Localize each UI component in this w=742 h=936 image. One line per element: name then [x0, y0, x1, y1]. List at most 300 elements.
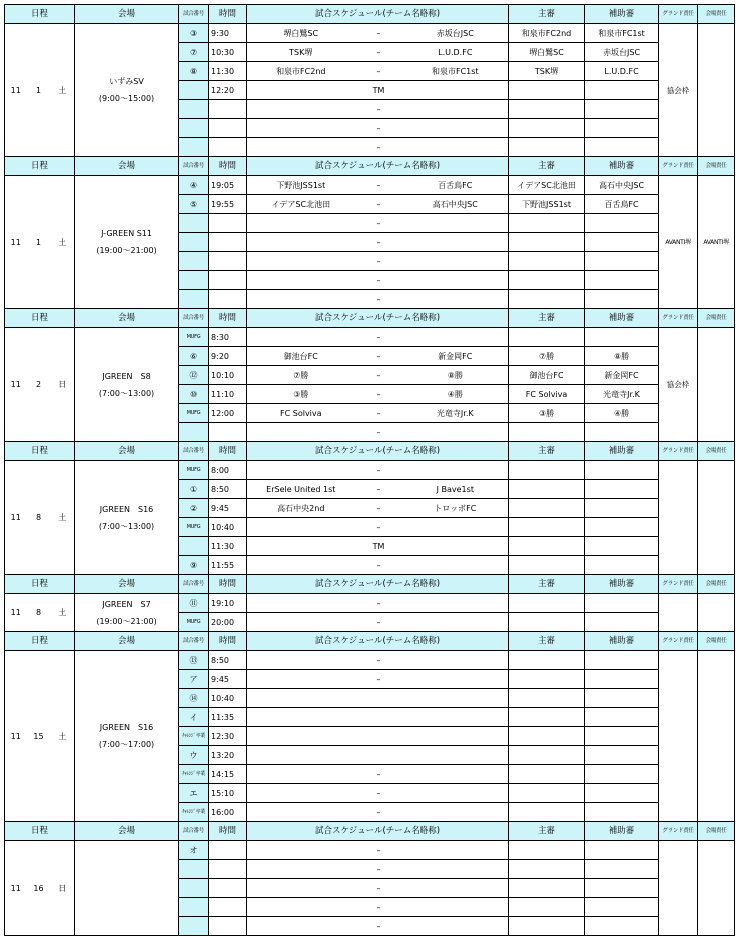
home-team — [247, 119, 355, 138]
venue-manager-note — [698, 651, 735, 822]
away-team — [403, 613, 509, 632]
main-referee — [509, 138, 585, 157]
match-separator — [355, 689, 403, 708]
home-team: 高石中央2nd — [247, 499, 355, 518]
ground-manager-note: 協会枠 — [659, 24, 698, 157]
kickoff-time — [209, 214, 247, 233]
kickoff-time — [209, 841, 247, 860]
match-number: MUFG — [179, 328, 209, 347]
kickoff-time — [209, 119, 247, 138]
home-team — [247, 727, 355, 746]
header-venue-manager: 会場責任 — [698, 822, 735, 841]
date-day: 1 — [27, 24, 51, 157]
assistant-referee — [585, 651, 659, 670]
assistant-referee — [585, 860, 659, 879]
assistant-referee — [585, 100, 659, 119]
away-team: トロッボFC — [403, 499, 509, 518]
main-referee — [509, 290, 585, 309]
ground-manager-note — [659, 651, 698, 822]
date-weekday: 土 — [51, 176, 75, 309]
home-team — [247, 917, 355, 936]
away-team: 赤坂台JSC — [403, 24, 509, 43]
away-team — [403, 689, 509, 708]
header-ground-manager: グランド責任 — [659, 157, 698, 176]
date-weekday: 日 — [51, 328, 75, 442]
date-month: 11 — [5, 24, 27, 157]
match-separator: – — [355, 62, 403, 81]
kickoff-time: 12:20 — [209, 81, 247, 100]
header-ref-asst: 補助審 — [585, 632, 659, 651]
venue-hours: (9:00～15:00) — [98, 94, 155, 103]
match-number: ﾁｬﾚﾝｼﾞ卒業 — [179, 727, 209, 746]
assistant-referee — [585, 518, 659, 537]
main-referee — [509, 594, 585, 613]
date-day: 1 — [27, 176, 51, 309]
header-match-no: 試合番号 — [179, 157, 209, 176]
main-referee — [509, 81, 585, 100]
match-number — [179, 81, 209, 100]
header-match-no: 試合番号 — [179, 632, 209, 651]
table-row — [5, 328, 735, 347]
match-number: ⑫ — [179, 366, 209, 385]
assistant-referee — [585, 233, 659, 252]
main-referee: 御池台FC — [509, 366, 585, 385]
main-referee — [509, 214, 585, 233]
home-team: ③勝 — [247, 385, 355, 404]
main-referee — [509, 480, 585, 499]
assistant-referee — [585, 841, 659, 860]
match-number: ⑩ — [179, 385, 209, 404]
kickoff-time — [209, 252, 247, 271]
main-referee — [509, 423, 585, 442]
kickoff-time: 10:30 — [209, 43, 247, 62]
assistant-referee — [585, 271, 659, 290]
main-referee: FC Solviva — [509, 385, 585, 404]
away-team: ⑧勝 — [403, 366, 509, 385]
match-separator: – — [355, 461, 403, 480]
match-separator: – — [355, 100, 403, 119]
main-referee — [509, 784, 585, 803]
home-team: 御池台FC — [247, 347, 355, 366]
assistant-referee — [585, 499, 659, 518]
match-separator: – — [355, 176, 403, 195]
header-date: 日程 — [5, 822, 75, 841]
header-time: 時間 — [209, 157, 247, 176]
assistant-referee — [585, 461, 659, 480]
header-ref-asst: 補助審 — [585, 442, 659, 461]
match-separator: – — [355, 233, 403, 252]
home-team: ⑦勝 — [247, 366, 355, 385]
home-team — [247, 879, 355, 898]
header-schedule: 試合スケジュール(チーム名略称) — [247, 442, 509, 461]
venue-name: JGREEN S16 — [99, 504, 154, 514]
header-ground-manager: グランド責任 — [659, 309, 698, 328]
away-team — [403, 100, 509, 119]
assistant-referee — [585, 689, 659, 708]
header-row — [5, 822, 735, 841]
assistant-referee — [585, 480, 659, 499]
header-ref-asst: 補助審 — [585, 309, 659, 328]
match-separator: TM — [355, 81, 403, 100]
header-ref-main: 主審 — [509, 575, 585, 594]
match-number: ④ — [179, 176, 209, 195]
match-number: ウ — [179, 746, 209, 765]
away-team — [403, 290, 509, 309]
away-team — [403, 765, 509, 784]
main-referee — [509, 556, 585, 575]
header-time: 時間 — [209, 575, 247, 594]
kickoff-time: 16:00 — [209, 803, 247, 822]
date-month: 11 — [5, 176, 27, 309]
kickoff-time — [209, 860, 247, 879]
match-number — [179, 537, 209, 556]
match-separator — [355, 746, 403, 765]
match-separator: – — [355, 480, 403, 499]
kickoff-time: 8:50 — [209, 480, 247, 499]
home-team — [247, 537, 355, 556]
match-separator: – — [355, 841, 403, 860]
home-team — [247, 461, 355, 480]
assistant-referee — [585, 727, 659, 746]
venue-hours: (7:00～13:00) — [98, 388, 155, 398]
header-date: 日程 — [5, 309, 75, 328]
away-team: 和泉市FC1st — [403, 62, 509, 81]
match-separator: – — [355, 423, 403, 442]
away-team — [403, 917, 509, 936]
table-row — [5, 841, 735, 860]
match-number — [179, 214, 209, 233]
table-row — [5, 24, 735, 43]
assistant-referee — [585, 917, 659, 936]
match-separator: – — [355, 214, 403, 233]
away-team — [403, 860, 509, 879]
match-separator: – — [355, 594, 403, 613]
date-weekday: 土 — [51, 24, 75, 157]
match-separator: – — [355, 385, 403, 404]
match-number — [179, 252, 209, 271]
match-separator: – — [355, 404, 403, 423]
match-separator: – — [355, 328, 403, 347]
header-venue: 会場 — [75, 5, 179, 24]
match-number: ア — [179, 670, 209, 689]
header-ground-manager: グランド責任 — [659, 822, 698, 841]
away-team — [403, 214, 509, 233]
match-separator: – — [355, 119, 403, 138]
match-number: エ — [179, 784, 209, 803]
assistant-referee — [585, 423, 659, 442]
away-team — [403, 138, 509, 157]
match-number: MUFG — [179, 518, 209, 537]
match-separator: – — [355, 290, 403, 309]
main-referee — [509, 461, 585, 480]
away-team — [403, 119, 509, 138]
header-ref-main: 主審 — [509, 822, 585, 841]
header-ground-manager: グランド責任 — [659, 632, 698, 651]
header-row — [5, 575, 735, 594]
date-day: 8 — [27, 461, 51, 575]
match-separator: – — [355, 43, 403, 62]
assistant-referee — [585, 119, 659, 138]
away-team: L.U.D.FC — [403, 43, 509, 62]
main-referee: TSK堺 — [509, 62, 585, 81]
match-separator: – — [355, 651, 403, 670]
kickoff-time: 19:05 — [209, 176, 247, 195]
date-month: 11 — [5, 841, 27, 936]
header-time: 時間 — [209, 822, 247, 841]
header-match-no: 試合番号 — [179, 442, 209, 461]
assistant-referee — [585, 556, 659, 575]
match-number — [179, 119, 209, 138]
venue-cell — [75, 176, 179, 309]
venue-cell — [75, 24, 179, 157]
match-number — [179, 233, 209, 252]
assistant-referee — [585, 290, 659, 309]
header-venue: 会場 — [75, 157, 179, 176]
match-separator: – — [355, 347, 403, 366]
date-weekday: 日 — [51, 841, 75, 936]
main-referee — [509, 613, 585, 632]
kickoff-time: 9:45 — [209, 670, 247, 689]
ground-manager-note: 協会枠 — [659, 328, 698, 442]
header-venue-manager: 会場責任 — [698, 157, 735, 176]
match-separator: – — [355, 898, 403, 917]
match-number: ⑥ — [179, 347, 209, 366]
home-team — [247, 613, 355, 632]
kickoff-time: 12:00 — [209, 404, 247, 423]
date-month: 11 — [5, 594, 27, 632]
match-number: ⑨ — [179, 556, 209, 575]
home-team — [247, 290, 355, 309]
header-venue: 会場 — [75, 822, 179, 841]
home-team — [247, 328, 355, 347]
venue-manager-note — [698, 24, 735, 157]
away-team: J Bave1st — [403, 480, 509, 499]
ground-manager-note — [659, 841, 698, 936]
home-team — [247, 556, 355, 575]
home-team — [247, 518, 355, 537]
header-time: 時間 — [209, 442, 247, 461]
kickoff-time: 11:30 — [209, 537, 247, 556]
header-schedule: 試合スケジュール(チーム名略称) — [247, 309, 509, 328]
header-ref-main: 主審 — [509, 632, 585, 651]
match-number: ② — [179, 499, 209, 518]
venue-name: JGREEN S8 — [102, 371, 151, 381]
header-venue: 会場 — [75, 632, 179, 651]
match-number: ⑬ — [179, 651, 209, 670]
away-team — [403, 746, 509, 765]
assistant-referee: 百舌鳥FC — [585, 195, 659, 214]
kickoff-time: 11:10 — [209, 385, 247, 404]
assistant-referee — [585, 537, 659, 556]
assistant-referee — [585, 765, 659, 784]
kickoff-time: 20:00 — [209, 613, 247, 632]
away-team — [403, 651, 509, 670]
home-team — [247, 594, 355, 613]
main-referee — [509, 708, 585, 727]
home-team — [247, 138, 355, 157]
header-row — [5, 157, 735, 176]
kickoff-time: 10:40 — [209, 689, 247, 708]
header-ground-manager: グランド責任 — [659, 5, 698, 24]
header-date: 日程 — [5, 442, 75, 461]
home-team — [247, 708, 355, 727]
main-referee — [509, 803, 585, 822]
kickoff-time: 11:55 — [209, 556, 247, 575]
kickoff-time: 11:30 — [209, 62, 247, 81]
main-referee — [509, 727, 585, 746]
header-venue-manager: 会場責任 — [698, 575, 735, 594]
venue-cell — [75, 651, 179, 822]
main-referee — [509, 860, 585, 879]
main-referee — [509, 765, 585, 784]
home-team — [247, 898, 355, 917]
header-date: 日程 — [5, 575, 75, 594]
header-ref-asst: 補助審 — [585, 822, 659, 841]
home-team — [247, 803, 355, 822]
away-team — [403, 233, 509, 252]
header-schedule: 試合スケジュール(チーム名略称) — [247, 575, 509, 594]
header-ref-asst: 補助審 — [585, 575, 659, 594]
kickoff-time — [209, 898, 247, 917]
home-team — [247, 252, 355, 271]
main-referee — [509, 328, 585, 347]
header-ref-main: 主審 — [509, 157, 585, 176]
venue-hours: (19:00～21:00) — [96, 246, 157, 255]
kickoff-time: 15:10 — [209, 784, 247, 803]
kickoff-time — [209, 271, 247, 290]
match-number: MUFG — [179, 461, 209, 480]
away-team — [403, 271, 509, 290]
kickoff-time — [209, 917, 247, 936]
assistant-referee — [585, 708, 659, 727]
match-separator — [355, 708, 403, 727]
away-team — [403, 594, 509, 613]
venue-name: JGREEN S16 — [99, 723, 154, 732]
away-team — [403, 708, 509, 727]
kickoff-time — [209, 423, 247, 442]
away-team — [403, 803, 509, 822]
match-separator — [355, 727, 403, 746]
venue-manager-note: AVANTI堺 — [698, 176, 735, 309]
assistant-referee — [585, 138, 659, 157]
header-venue-manager: 会場責任 — [698, 309, 735, 328]
away-team: 百舌鳥FC — [403, 176, 509, 195]
match-separator: – — [355, 518, 403, 537]
kickoff-time — [209, 233, 247, 252]
header-row — [5, 632, 735, 651]
schedule-body — [5, 5, 735, 936]
home-team: 堺白鷺SC — [247, 24, 355, 43]
header-ref-main: 主審 — [509, 309, 585, 328]
header-ground-manager: グランド責任 — [659, 442, 698, 461]
away-team: 高石中央JSC — [403, 195, 509, 214]
home-team — [247, 423, 355, 442]
away-team — [403, 727, 509, 746]
main-referee — [509, 252, 585, 271]
kickoff-time — [209, 138, 247, 157]
away-team — [403, 518, 509, 537]
venue-cell — [75, 841, 179, 936]
match-separator: – — [355, 556, 403, 575]
date-month: 11 — [5, 461, 27, 575]
table-row — [5, 594, 735, 613]
kickoff-time — [209, 290, 247, 309]
match-number: ⑪ — [179, 594, 209, 613]
match-separator: – — [355, 613, 403, 632]
venue-manager-note — [698, 594, 735, 632]
kickoff-time: 9:45 — [209, 499, 247, 518]
ground-manager-note — [659, 594, 698, 632]
away-team — [403, 461, 509, 480]
schedule-sheet — [4, 4, 734, 936]
assistant-referee — [585, 252, 659, 271]
date-day: 8 — [27, 594, 51, 632]
venue-hours: (19:00～21:00) — [96, 616, 157, 626]
header-venue-manager: 会場責任 — [698, 5, 735, 24]
match-number — [179, 271, 209, 290]
date-day: 2 — [27, 328, 51, 442]
date-month: 11 — [5, 328, 27, 442]
away-team — [403, 81, 509, 100]
match-number: MUFG — [179, 404, 209, 423]
main-referee: 堺白鷺SC — [509, 43, 585, 62]
kickoff-time: 19:10 — [209, 594, 247, 613]
match-separator: – — [355, 784, 403, 803]
match-number — [179, 100, 209, 119]
away-team: 新金岡FC — [403, 347, 509, 366]
date-weekday: 土 — [51, 461, 75, 575]
main-referee — [509, 879, 585, 898]
match-number — [179, 138, 209, 157]
match-separator: TM — [355, 537, 403, 556]
date-day: 16 — [27, 841, 51, 936]
header-venue: 会場 — [75, 575, 179, 594]
venue-name: J-GREEN S11 — [101, 229, 152, 238]
header-ref-asst: 補助審 — [585, 5, 659, 24]
main-referee — [509, 499, 585, 518]
header-match-no: 試合番号 — [179, 309, 209, 328]
home-team — [247, 670, 355, 689]
main-referee — [509, 746, 585, 765]
venue-manager-note — [698, 841, 735, 936]
header-schedule: 試合スケジュール(チーム名略称) — [247, 632, 509, 651]
kickoff-time: 12:30 — [209, 727, 247, 746]
match-number — [179, 917, 209, 936]
away-team: 光竜寺Jr.K — [403, 404, 509, 423]
match-separator: – — [355, 803, 403, 822]
match-separator: – — [355, 24, 403, 43]
home-team — [247, 100, 355, 119]
match-number — [179, 290, 209, 309]
match-number: ﾁｬﾚﾝｼﾞ卒業 — [179, 803, 209, 822]
header-schedule: 試合スケジュール(チーム名略称) — [247, 5, 509, 24]
home-team: FC Solviva — [247, 404, 355, 423]
assistant-referee — [585, 613, 659, 632]
header-venue-manager: 会場責任 — [698, 442, 735, 461]
home-team — [247, 689, 355, 708]
match-number — [179, 898, 209, 917]
away-team — [403, 328, 509, 347]
assistant-referee: 和泉市FC1st — [585, 24, 659, 43]
kickoff-time: 10:10 — [209, 366, 247, 385]
assistant-referee — [585, 81, 659, 100]
match-number: ① — [179, 480, 209, 499]
main-referee — [509, 537, 585, 556]
header-ref-main: 主審 — [509, 442, 585, 461]
assistant-referee — [585, 594, 659, 613]
away-team — [403, 784, 509, 803]
assistant-referee: 光竜寺Jr.K — [585, 385, 659, 404]
